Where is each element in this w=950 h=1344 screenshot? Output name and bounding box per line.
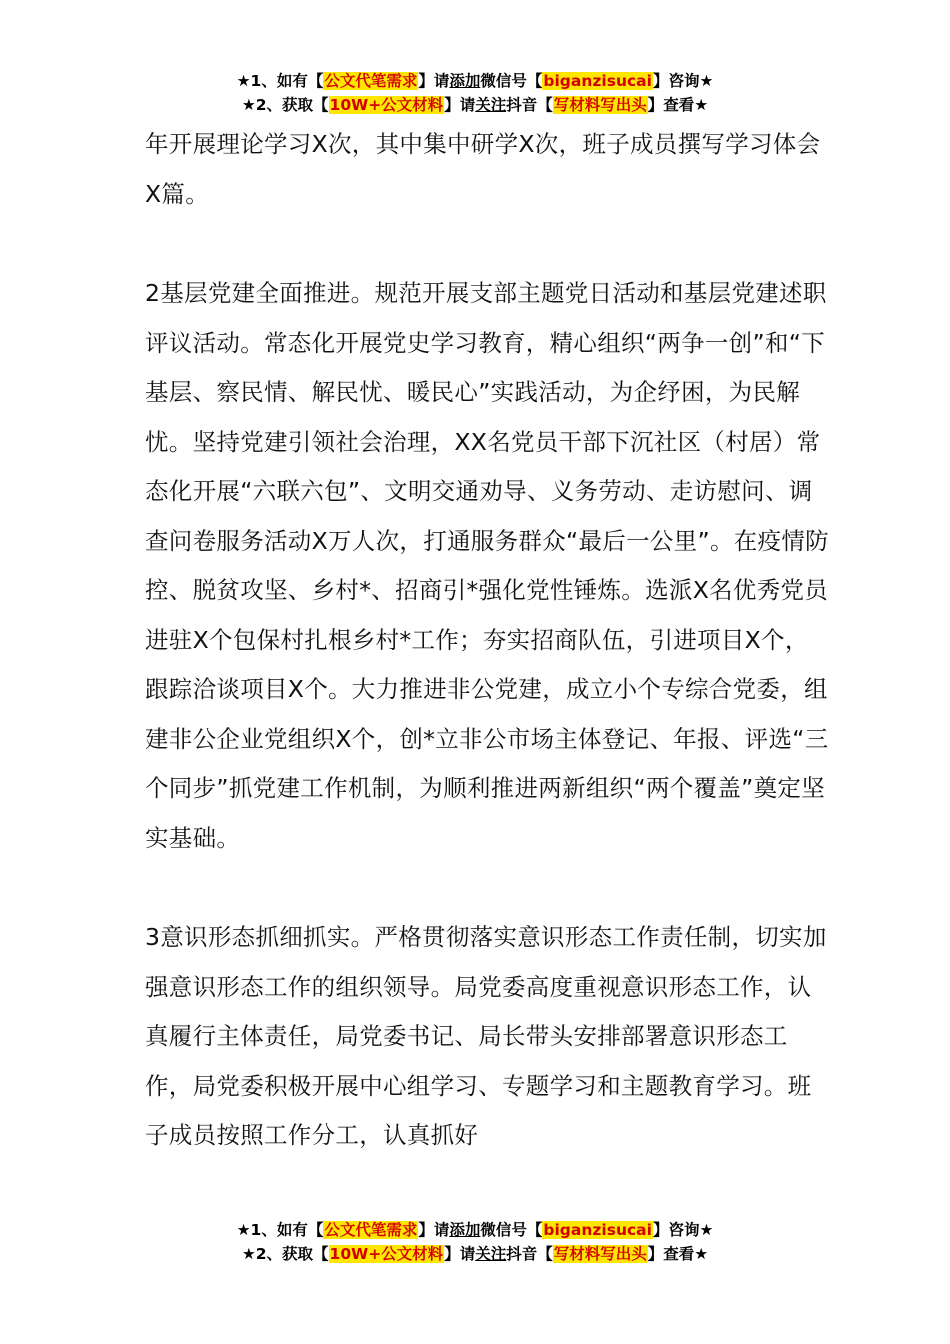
- banner-underlined-text: 关注: [475, 1245, 507, 1263]
- banner-text: 】请: [444, 1245, 476, 1263]
- banner-underlined-text: 添加: [449, 1221, 481, 1239]
- banner-text: ★1、如有【: [236, 1221, 324, 1239]
- banner-text: 】咨询★: [652, 1221, 714, 1239]
- banner-line-1: [0, 1218, 950, 1242]
- banner-highlight: biganzisucai: [543, 72, 652, 90]
- banner-highlight: 公文代笔需求: [324, 72, 418, 90]
- banner-text: 微信号【: [480, 1221, 543, 1239]
- banner-underlined-text: 添加: [449, 72, 481, 90]
- banner-highlight: biganzisucai: [543, 1221, 652, 1239]
- banner-text: 】咨询★: [652, 72, 714, 90]
- paragraph-gap: [145, 863, 830, 913]
- banner-text: 微信号【: [480, 72, 543, 90]
- document-body: [145, 120, 830, 1161]
- banner-text: ★2、获取【: [241, 96, 329, 114]
- banner-text: 抖音【: [506, 96, 553, 114]
- banner-text: 】请: [418, 72, 450, 90]
- banner-highlight: 写材料写出头: [553, 96, 647, 114]
- banner-highlight: 10W+公文材料: [329, 96, 444, 114]
- paragraph-party-building: 2基层党建全面推进。规范开展支部主题党日活动和基层党建述职评议活动。常态化开展党史学习教育，精心组织“两争一创”和“下基层、察民情、解民忧、暖民心”实践活动，为企纾困，为民解忧。坚持党建引领社会治理，XX名党员干部下沉社区（村居）常态化开展“六联六包”、文明交通劝导、义务劳动、走访慰问、调查问卷服务活动X万人次，打通服务群众“最后一公里”。在疫情防控、脱贫攻坚、乡村*、招商引*强化党性锤炼。选派X名优秀党员进驻X个包保村扎根乡村*工作；夯实招商队伍，引进项目X个，跟踪洽谈项目X个。大力推进非公党建，成立小个专综合党委，组建非公企业党组织X个，创*立非公市场主体登记、年报、评选“三个同步”抓党建工作机制，为顺利推进两新组织“两个覆盖”奠定坚实基础。: [145, 279, 829, 852]
- banner-line-2: [0, 1242, 950, 1266]
- banner-line-2: [0, 93, 950, 117]
- banner-highlight: 写材料写出头: [553, 1245, 647, 1263]
- banner-text: ★2、获取【: [241, 1245, 329, 1263]
- banner-text: 】查看★: [647, 1245, 709, 1263]
- banner-text: 】请: [444, 96, 476, 114]
- paragraph-gap: [145, 219, 830, 269]
- banner-text: ★1、如有【: [236, 72, 324, 90]
- banner-highlight: 10W+公文材料: [329, 1245, 444, 1263]
- paragraph-ideology: 3意识形态抓细抓实。严格贯彻落实意识形态工作责任制，切实加强意识形态工作的组织领导。局党委高度重视意识形态工作，认真履行主体责任，局党委书记、局长带头安排部署意识形态工作，局党委积极开展中心组学习、专题学习和主题教育学习。班子成员按照工作分工，认真抓好: [145, 923, 827, 1149]
- paragraph-continuation: 年开展理论学习X次，其中集中研学X次，班子成员撰写学习体会X篇。: [145, 130, 821, 208]
- banner-line-1: [0, 69, 950, 93]
- header-banner: [0, 69, 950, 117]
- banner-underlined-text: 关注: [475, 96, 507, 114]
- banner-text: 抖音【: [506, 1245, 553, 1263]
- banner-text: 】查看★: [647, 96, 709, 114]
- banner-highlight: 公文代笔需求: [324, 1221, 418, 1239]
- banner-text: 】请: [418, 1221, 450, 1239]
- footer-banner: [0, 1218, 950, 1266]
